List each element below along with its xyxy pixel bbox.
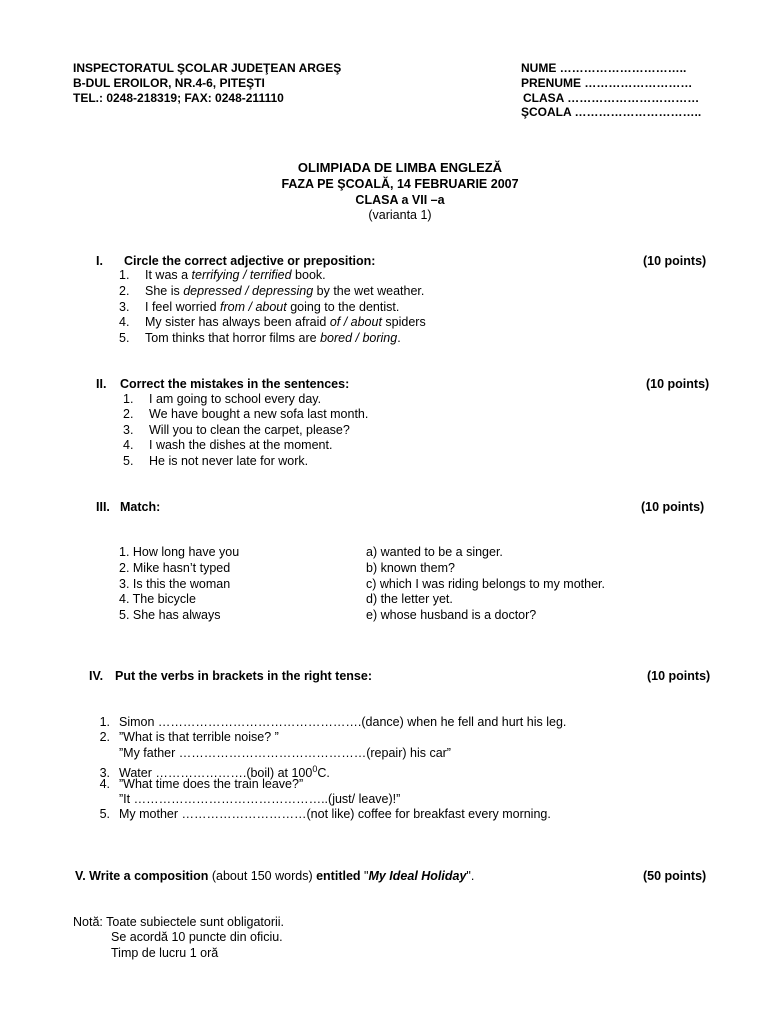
- header-left-line1: INSPECTORATUL ŞCOLAR JUDEŢEAN ARGEŞ: [73, 61, 342, 75]
- match-right-item: e) whose husband is a doctor?: [366, 608, 537, 622]
- section2-points: (10 points): [646, 377, 710, 391]
- note-line3: Timp de lucru 1 oră: [111, 946, 219, 960]
- match-left-item: 3. Is this the woman: [119, 577, 231, 591]
- note-line1: Notă: Toate subiectele sunt obligatorii.: [73, 915, 285, 929]
- match-left-item: 1. How long have you: [119, 545, 240, 559]
- section2-item: 3. Will you to clean the carpet, please?: [123, 423, 350, 437]
- section2-item: 5. He is not never late for work.: [123, 454, 309, 468]
- section4-heading: Put the verbs in brackets in the right tense:: [115, 669, 373, 683]
- section3-points: (10 points): [641, 500, 705, 514]
- match-right-item: c) which I was riding belongs to my mother.: [366, 577, 605, 591]
- header-field-clasa: CLASA ……………………………: [523, 91, 700, 105]
- section4-line: 5. My mother …………………………(not like) coffee for breakfast every morning.: [99, 807, 551, 821]
- section3-heading: Match:: [120, 500, 161, 514]
- section2-item: 1. I am going to school every day.: [123, 392, 322, 406]
- section3-roman: III.: [96, 500, 110, 514]
- section1-heading: Circle the correct adjective or preposition:: [124, 254, 376, 268]
- match-right-item: a) wanted to be a singer.: [366, 545, 503, 559]
- match-left-item: 4. The bicycle: [119, 592, 196, 606]
- section4-line: 4. ”What time does the train leave?”: [99, 777, 304, 791]
- section1-item: 1. It was a terrifying / terrified book.: [119, 268, 326, 282]
- title-line1: OLIMPIADA DE LIMBA ENGLEZĂ: [297, 160, 503, 175]
- title-line2: FAZA PE ŞCOALĂ, 14 FEBRUARIE 2007: [281, 177, 519, 191]
- section4-roman: IV.: [89, 669, 104, 683]
- section1-roman: I.: [96, 254, 103, 268]
- title-line3: CLASA a VII –a: [355, 193, 445, 207]
- section1-item: 5. Tom thinks that horror films are bored / boring.: [119, 331, 401, 345]
- section1-points: (10 points): [643, 254, 707, 268]
- section1-item: 3. I feel worried from / about going to the dentist.: [119, 300, 400, 314]
- section5-points: (50 points): [643, 869, 707, 883]
- note-line2: Se acordă 10 puncte din oficiu.: [111, 930, 283, 944]
- section5-heading: V. Write a composition (about 150 words) entitled "My Ideal Holiday".: [75, 869, 475, 883]
- section4-line: 3. Water ………………….(boil) at $100^0C$.: [99, 764, 330, 781]
- section4-line: 2. ”What is that terrible noise? ”: [99, 730, 279, 744]
- section2-heading: Correct the mistakes in the sentences:: [120, 377, 350, 391]
- section1-item: 2. She is depressed / depressing by the wet weather.: [119, 284, 425, 298]
- section2-roman: II.: [96, 377, 107, 391]
- section4-line: 1. Simon ………………………………………….(dance) when he fell and hurt his leg.: [99, 715, 567, 729]
- section4-points: (10 points): [647, 669, 711, 683]
- section1-item: 4. My sister has always been afraid of / about spiders: [119, 315, 426, 329]
- header-field-prenume: PRENUME ………………………: [521, 76, 693, 90]
- header-left-line3: TEL.: 0248-218319; FAX: 0248-211110: [73, 91, 284, 105]
- header-left-line2: B-DUL EROILOR, NR.4-6, PITEŞTI: [73, 76, 265, 90]
- header-field-scoala: ŞCOALA …………………………..: [521, 105, 702, 119]
- match-left-item: 5. She has always: [119, 608, 221, 622]
- match-right-item: b) known them?: [366, 561, 455, 575]
- match-left-item: 2. Mike hasn’t typed: [119, 561, 231, 575]
- section2-item: 2. We have bought a new sofa last month.: [123, 407, 369, 421]
- header-field-nume: NUME …………………………..: [521, 61, 687, 75]
- section2-item: 4. I wash the dishes at the moment.: [123, 438, 333, 452]
- section4-line: ”It ………………………………………..(just/ leave)!”: [119, 792, 401, 806]
- match-right-item: d) the letter yet.: [366, 592, 453, 606]
- title-line4: (varianta 1): [368, 208, 432, 222]
- section4-line: ”My father ………………………………………(repair) his car”: [119, 746, 451, 760]
